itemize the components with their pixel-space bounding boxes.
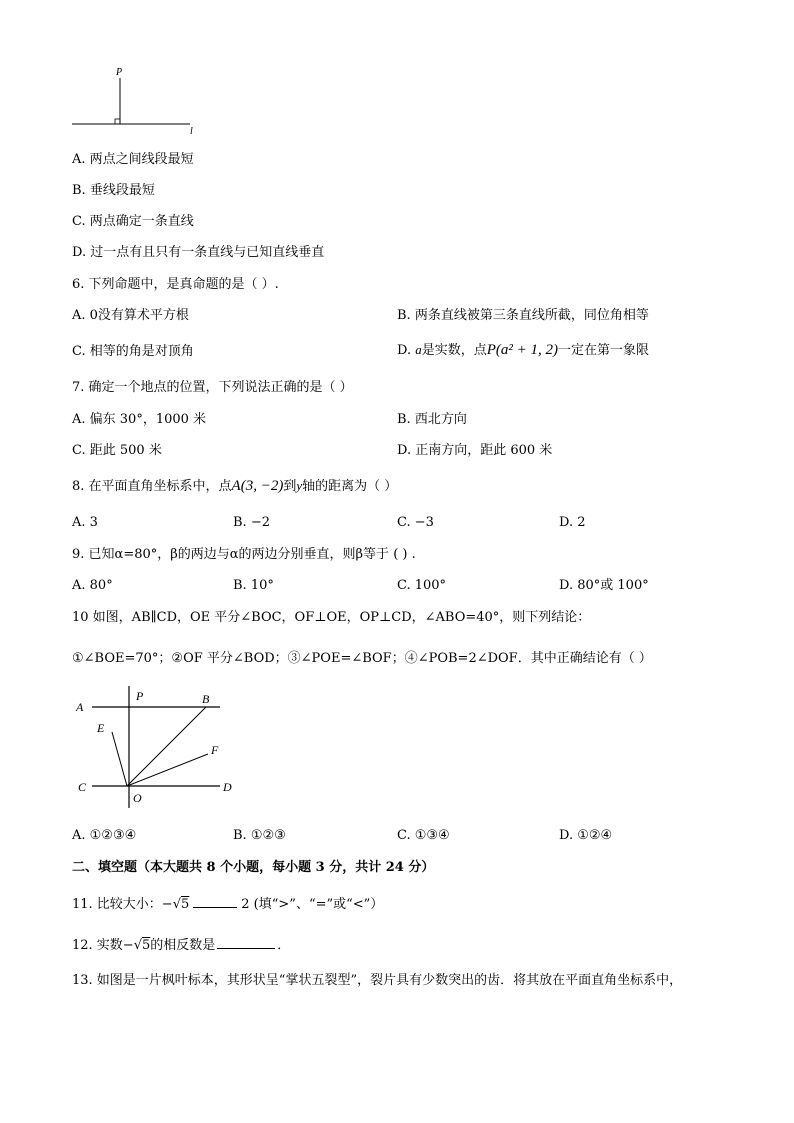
- q9-option-c: C. 100°: [397, 578, 447, 593]
- q6-stem: 6. 下列命题中，是真命题的是（ ）.: [72, 277, 279, 292]
- q7-stem: 7. 确定一个地点的位置，下列说法正确的是（ ）: [72, 380, 353, 395]
- point-label-p: P: [136, 689, 144, 703]
- q7-option-b: B. 西北方向: [397, 412, 467, 427]
- q9-option-b: B. 10°: [233, 578, 274, 593]
- q12-question: 12. 实数−√5的相反数是 ．: [72, 938, 291, 953]
- q8-option-d: D. 2: [559, 515, 586, 530]
- q10-stem: 10 如图，AB∥CD，OE 平分∠BOC，OF⊥OE，OP⊥CD，∠ABO=40°，则下列结论：: [72, 610, 591, 625]
- q10-option-c: C. ①③④: [397, 828, 450, 843]
- q10-option-a: A. ①②③④: [72, 828, 137, 843]
- q7-option-d: D. 正南方向，距此 600 米: [397, 443, 553, 458]
- q8-option-b: B. −2: [233, 515, 270, 530]
- segment-of: [127, 754, 208, 786]
- right-angle-mark: [115, 119, 120, 124]
- point-label-f: F: [211, 743, 219, 757]
- q6-option-c: C. 相等的角是对顶角: [72, 344, 194, 359]
- q12-answer-blank[interactable]: [217, 936, 275, 949]
- point-label-e: E: [97, 721, 105, 735]
- q8-option-c: C. −3: [397, 515, 434, 530]
- q10-statements: ①∠BOE=70°；②OF 平分∠BOD；③∠POE=∠BOF；④∠POB=2∠DOF．其中正确结论有（ ）: [72, 651, 652, 666]
- q13-question: 13. 如图是一片枫叶标本，其形状呈“掌状五裂型”，裂片具有少数突出的齿．将其放在平面直角坐标系中，: [72, 973, 683, 988]
- section-heading: 二、填空题（本大题共 8 个小题，每小题 3 分，共计 24 分）: [72, 860, 435, 875]
- perpendicular-figure: [66, 62, 206, 138]
- parallel-lines-figure: [70, 682, 240, 812]
- q5-option-a: A. 两点之间线段最短: [72, 152, 194, 167]
- q11-question: 11. 比较大小：−√5 2 (填“>”、“=”或“<”）: [72, 897, 384, 912]
- q6-option-b: B. 两条直线被第三条直线所截，同位角相等: [397, 308, 649, 323]
- q7-option-c: C. 距此 500 米: [72, 443, 162, 458]
- point-label-c: C: [78, 780, 87, 794]
- point-label-b: B: [202, 692, 210, 706]
- segment-ob: [127, 707, 206, 786]
- q6-option-d: D. a是实数，点P(a² + 1, 2)一定在第一象限: [397, 342, 650, 358]
- q10-option-d: D. ①②④: [559, 828, 613, 843]
- q10-option-b: B. ①②③: [233, 828, 286, 843]
- point-label-d: D: [223, 780, 232, 794]
- q5-option-c: C. 两点确定一条直线: [72, 214, 194, 229]
- q9-option-a: A. 80°: [72, 578, 113, 593]
- point-label-a: A: [76, 700, 84, 714]
- q9-option-d: D. 80°或 100°: [559, 578, 649, 593]
- q9-stem: 9. 已知α=80°，β的两边与α的两边分别垂直，则β等于 ( ) .: [72, 547, 416, 562]
- q5-option-d: D. 过一点有且只有一条直线与已知直线垂直: [72, 245, 325, 260]
- q8-stem: 8. 在平面直角坐标系中，点A(3, −2)到y轴的距离为（ ）: [72, 478, 398, 494]
- q5-option-b: B. 垂线段最短: [72, 183, 155, 198]
- q6-option-a: A. 0没有算术平方根: [72, 308, 189, 323]
- q11-answer-blank[interactable]: [193, 895, 237, 908]
- segment-oe: [112, 732, 127, 786]
- point-label-o: O: [133, 791, 142, 805]
- q7-option-a: A. 偏东 30°，1000 米: [72, 412, 207, 427]
- line-label-l: l: [190, 126, 193, 137]
- q8-option-a: A. 3: [72, 515, 98, 530]
- point-label-p: P: [116, 67, 123, 78]
